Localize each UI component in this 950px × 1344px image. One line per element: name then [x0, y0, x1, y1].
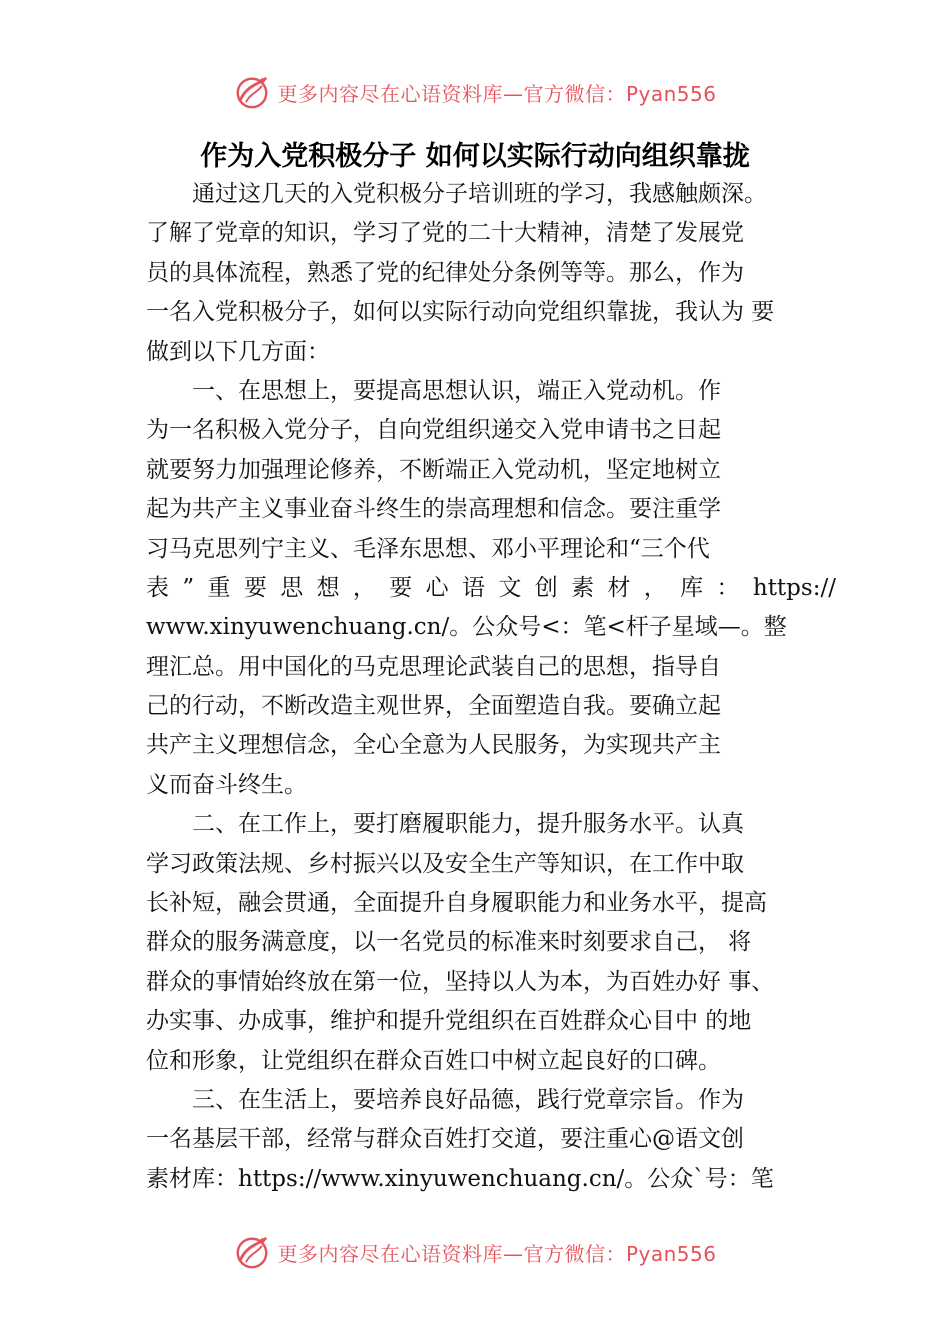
header-banner	[0, 68, 950, 116]
body-line: 通过这几天的入党积极分子培训班的学习，我感触颇深。	[192, 181, 767, 207]
body-line: 办实事、办成事，维护和提升党组织在百姓群众心目中 的地	[146, 1008, 752, 1035]
body-line: 起为共产主义事业奋斗终生的崇高理想和信念。要注重学	[146, 496, 721, 523]
footer-banner	[0, 1228, 950, 1276]
body-line: 位和形象，让党组织在群众百姓口中树立起良好的口碑。	[146, 1047, 721, 1074]
body-line: 一、在思想上，要提高思想认识，端正入党动机。作	[192, 377, 721, 404]
banner-text: 更多内容尽在心语资料库—官方微信：Pyan556	[277, 1241, 717, 1266]
body-line: 了解了党章的知识，学习了党的二十大精神，清楚了发展党	[146, 220, 744, 247]
body-line: 就要努力加强理论修养，不断端正入党动机，坚定地树立	[146, 456, 721, 483]
body-line: 己的行动，不断改造主观世界，全面塑造自我。要确立起	[146, 693, 721, 720]
body-line: 长补短，融会贯通，全面提升自身履职能力和业务水平，提高	[146, 890, 767, 917]
body-line: 三、在生活上，要培养良好品德，践行党章宗旨。作为	[192, 1086, 744, 1113]
body-line: 为一名积极入党分子，自向党组织递交入党申请书之日起	[146, 417, 721, 444]
body-line: 二、在工作上，要打磨履职能力，提升服务水平。认真	[192, 811, 744, 838]
body-line: 群众的事情始终放在第一位，坚持以人为本，为百姓办好 事、	[146, 968, 775, 995]
body-line: 素材库：https://www.xinyuwenchuang.cn/。公众`号：笔	[146, 1165, 774, 1192]
banner-text: 更多内容尽在心语资料库—官方微信：Pyan556	[277, 81, 717, 106]
body-line: 习马克思列宁主义、毛泽东思想、邓小平理论和“三个代	[146, 535, 710, 562]
swirl-logo-icon	[233, 73, 271, 111]
body-line: 理汇总。用中国化的马克思理论武装自己的思想，指导自	[146, 653, 721, 680]
body-line: 义而奋斗终生。	[146, 771, 307, 798]
body-line: 共产主义理想信念，全心全意为人民服务，为实现共产主	[146, 732, 721, 759]
document-title: 作为入党积极分子 如何以实际行动向组织靠拢	[200, 141, 750, 172]
body-line: 一名入党积极分子，如何以实际行动向党组织靠拢，我认为 要	[146, 299, 775, 326]
document-body	[146, 175, 836, 1199]
body-line: 员的具体流程，熟悉了党的纪律处分条例等等。那么，作为	[146, 259, 744, 286]
body-line: 学习政策法规、乡村振兴以及安全生产等知识，在工作中取	[146, 850, 744, 877]
body-line: 表 ” 重 要 思 想 ， 要 心 语 文 创 素 材 ， 库 ： https://	[146, 574, 836, 601]
body-line: 群众的服务满意度，以一名党员的标准来时刻要求自己， 将	[146, 929, 752, 956]
body-line: 做到以下几方面：	[146, 338, 330, 365]
body-line: 一名基层干部，经常与群众百姓打交道，要注重心@语文创	[146, 1126, 744, 1153]
swirl-logo-icon	[233, 1233, 271, 1271]
body-line: www.xinyuwenchuang.cn/。公众号<：笔<杆子星域—。整	[146, 614, 787, 641]
